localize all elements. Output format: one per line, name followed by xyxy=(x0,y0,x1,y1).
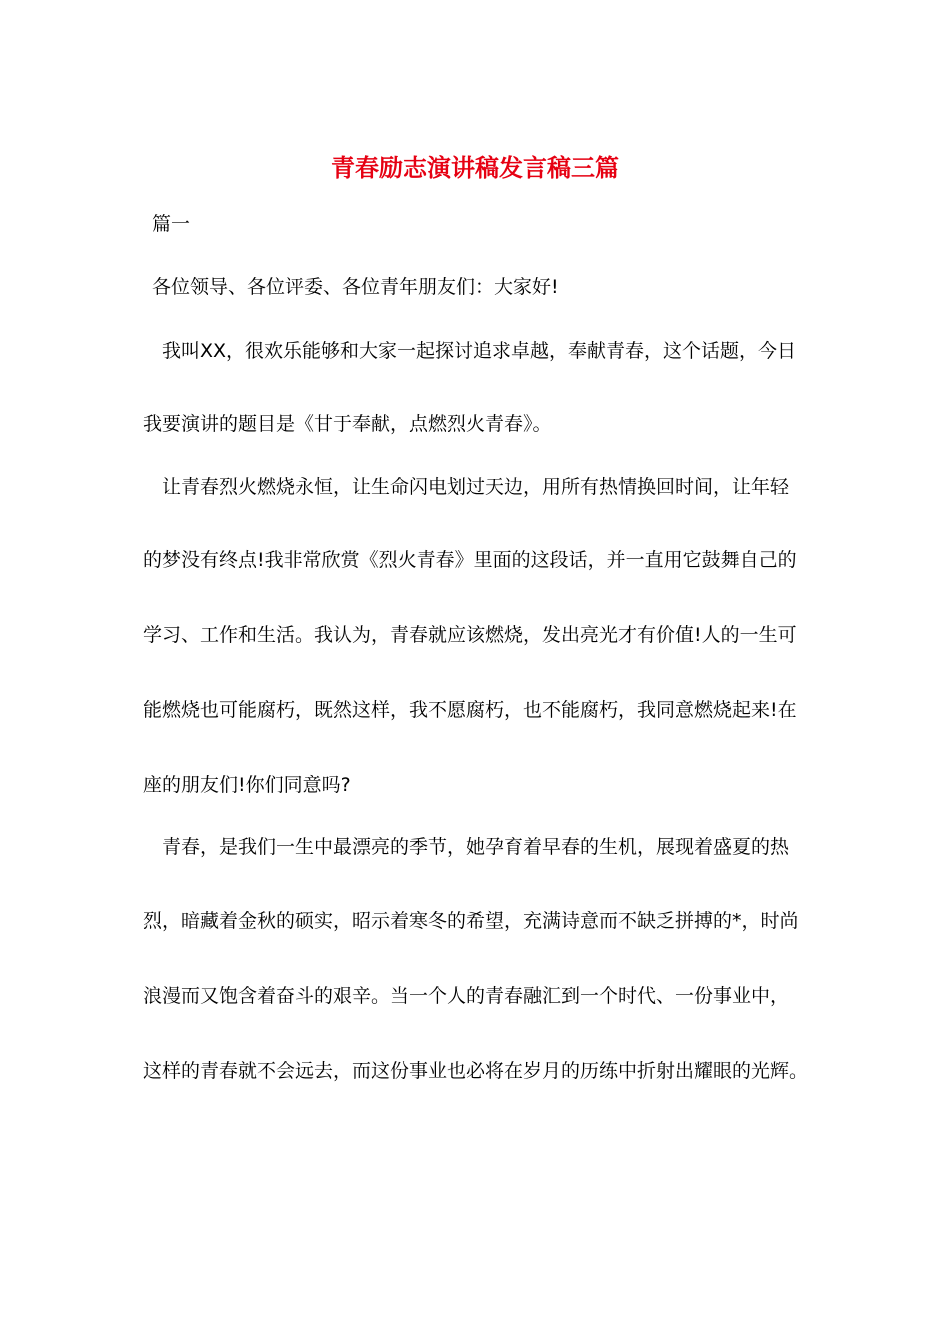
document-title: 青春励志演讲稿发言稿三篇 xyxy=(331,153,619,182)
body-line: 学习、工作和生活。我认为，青春就应该燃烧，发出亮光才有价值!人的一生可 xyxy=(143,624,797,646)
body-line: 烈，暗藏着金秋的硕实，昭示着寒冬的希望，充满诗意而不缺乏拼搏的*，时尚 xyxy=(143,910,799,932)
body-line: 这样的青春就不会远去，而这份事业也必将在岁月的历练中折射出耀眼的光辉。 xyxy=(143,1060,809,1082)
greeting-line: 各位领导、各位评委、各位青年朋友们：大家好! xyxy=(152,276,559,298)
body-line: 的梦没有终点!我非常欣赏《烈火青春》里面的这段话，并一直用它鼓舞自己的 xyxy=(143,549,797,571)
section-label: 篇一 xyxy=(152,213,191,235)
body-line: 座的朋友们!你们同意吗? xyxy=(143,774,351,796)
body-line: 我叫XX，很欢乐能够和大家一起探讨追求卓越，奉献青春，这个话题，今日 xyxy=(143,340,797,362)
body-line: 青春，是我们一生中最漂亮的季节，她孕育着早春的生机，展现着盛夏的热 xyxy=(143,836,790,858)
body-line: 让青春烈火燃烧永恒，让生命闪电划过天边，用所有热情换回时间，让年轻 xyxy=(143,476,790,498)
body-line: 我要演讲的题目是《甘于奉献，点燃烈火青春》。 xyxy=(143,413,552,435)
body-line: 能燃烧也可能腐朽，既然这样，我不愿腐朽，也不能腐朽，我同意燃烧起来!在 xyxy=(143,699,797,721)
body-line: 浪漫而又饱含着奋斗的艰辛。当一个人的青春融汇到一个时代、一份事业中， xyxy=(143,985,790,1007)
